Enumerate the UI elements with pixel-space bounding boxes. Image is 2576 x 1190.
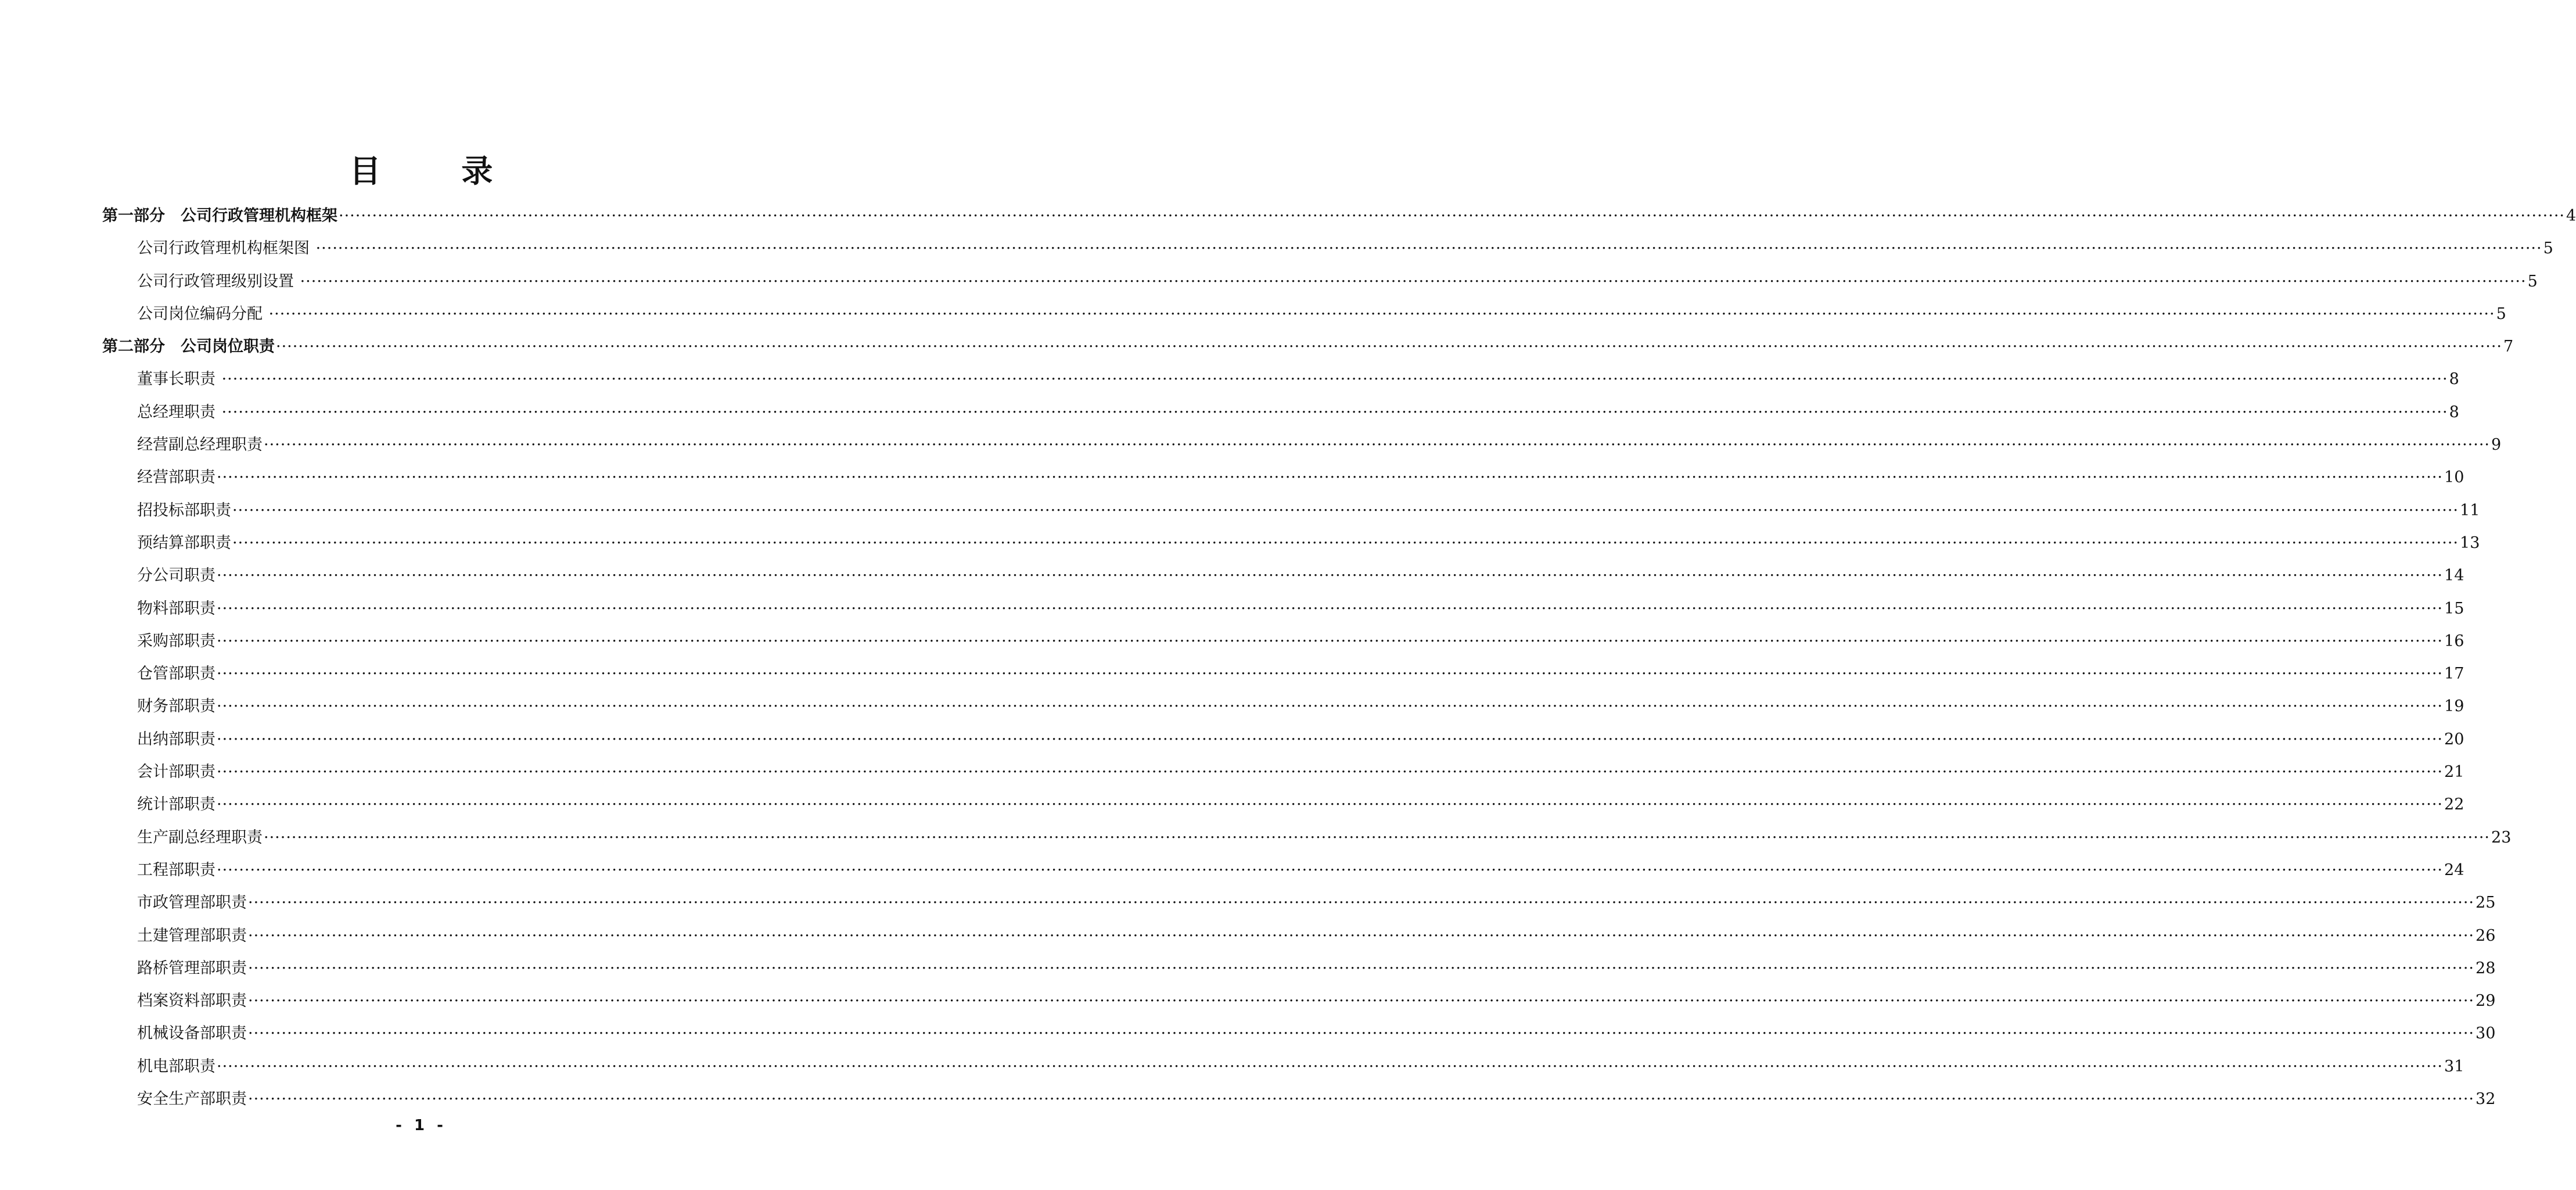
toc-page-number: 9 [2491, 436, 2502, 454]
toc-dot-leader: ················································································································································································································································································································································································································ [217, 730, 2444, 748]
toc-dot-leader: ················································································································································································································································································································································································································ [217, 665, 2444, 683]
toc-entry[interactable] [102, 298, 2506, 331]
toc-dot-leader: ················································································································································································································································································································································································································ [248, 926, 2475, 945]
toc-dot-leader: ················································································································································································································································································································································································································ [339, 207, 2566, 225]
toc-dot-leader: ················································································································································································································································································································································································································ [217, 763, 2444, 782]
toc-dot-leader: ················································································································································································································································································································································································································ [248, 959, 2475, 977]
toc-entry-title: 总经理职责 [137, 403, 221, 421]
toc-entry[interactable] [102, 1083, 2496, 1116]
toc-entry[interactable] [102, 1051, 2464, 1083]
toc-entry[interactable] [102, 952, 2496, 985]
toc-entry-title: 预结算部职责 [137, 533, 231, 552]
page-number: - 1 - [396, 1117, 447, 1134]
toc-page-number: 8 [2449, 370, 2459, 389]
toc-entry[interactable] [102, 396, 2459, 429]
toc-entry-title: 出纳部职责 [137, 730, 215, 748]
toc-entry[interactable] [102, 429, 2502, 461]
toc-entry[interactable] [102, 494, 2480, 527]
toc-entry-title: 公司行政管理机构框架图 [137, 239, 315, 258]
toc-entry[interactable] [102, 658, 2464, 690]
toc-page-number: 11 [2460, 501, 2480, 519]
toc-entry-title: 土建管理部职责 [137, 926, 247, 945]
toc-entry-title: 财务部职责 [137, 697, 215, 716]
toc-dot-leader: ················································································································································································································································································································································································································ [217, 567, 2444, 585]
toc-dot-leader: ················································································································································································································································································································································································································ [264, 436, 2491, 454]
toc-entry-title: 经营副总经理职责 [137, 436, 263, 454]
toc-entry-title: 仓管部职责 [137, 665, 215, 683]
toc-entry[interactable] [102, 232, 2553, 265]
toc-entry[interactable] [102, 266, 2538, 298]
toc-entry[interactable] [102, 887, 2496, 919]
toc-entry-title: 公司行政管理级别设置 [137, 272, 299, 291]
toc-dot-leader: ················································································································································································································································································································································································································ [217, 861, 2444, 879]
table-of-contents [102, 200, 2576, 1116]
toc-page-number: 25 [2476, 894, 2496, 912]
toc-dot-leader: ················································································································································································································································································································································································································ [232, 533, 2459, 552]
toc-entry-title: 统计部职责 [137, 795, 215, 814]
toc-page-number: 15 [2444, 599, 2464, 618]
toc-dot-leader: ················································································································································································································································································································································································································ [217, 1057, 2444, 1076]
toc-entry[interactable] [102, 527, 2480, 560]
toc-page-number: 22 [2444, 795, 2464, 814]
toc-entry[interactable] [102, 690, 2464, 723]
toc-page-number: 10 [2444, 468, 2464, 487]
toc-page-number: 5 [2543, 239, 2553, 258]
toc-entry[interactable] [102, 593, 2464, 625]
toc-entry[interactable] [102, 363, 2459, 396]
toc-entry[interactable] [102, 461, 2464, 494]
toc-dot-leader: ················································································································································································································································································································································································································ [221, 403, 2448, 421]
toc-entry[interactable] [102, 985, 2496, 1017]
toc-page-number: 5 [2527, 272, 2538, 291]
toc-entry-title: 物料部职责 [137, 599, 215, 618]
toc-entry-title: 经营部职责 [137, 468, 215, 487]
toc-page-number: 14 [2444, 567, 2464, 585]
toc-dot-leader: ················································································································································································································································································································································································································ [217, 697, 2444, 716]
toc-entry[interactable] [102, 560, 2464, 592]
toc-dot-leader: ················································································································································································································································································································································································································ [232, 501, 2459, 519]
toc-entry-title: 分公司职责 [137, 567, 215, 585]
toc-entry-title: 路桥管理部职责 [137, 959, 247, 977]
toc-dot-leader: ················································································································································································································································································································································································································ [217, 468, 2444, 487]
toc-page-number: 19 [2444, 697, 2464, 716]
toc-entry-title: 会计部职责 [137, 763, 215, 782]
toc-dot-leader: ················································································································································································································································································································································································································ [248, 992, 2475, 1010]
toc-page-number: 32 [2476, 1090, 2496, 1109]
toc-entry[interactable] [102, 723, 2464, 756]
page-title: 目 录 [349, 153, 528, 189]
toc-page-number: 23 [2491, 828, 2512, 847]
toc-entry-title: 工程部职责 [137, 861, 215, 879]
toc-dot-leader: ················································································································································································································································································································································································································ [248, 1024, 2475, 1043]
toc-entry-title: 机电部职责 [137, 1057, 215, 1076]
toc-page-number: 8 [2449, 403, 2459, 421]
toc-page-number: 24 [2444, 861, 2464, 879]
toc-page-number: 17 [2444, 665, 2464, 683]
toc-dot-leader: ················································································································································································································································································································································································································ [221, 370, 2448, 389]
toc-dot-leader: ················································································································································································································································································································································································································ [276, 338, 2503, 356]
toc-entry-title: 董事长职责 [137, 370, 221, 389]
toc-entry-title: 第一部分 公司行政管理机构框架 [102, 207, 337, 225]
toc-dot-leader: ················································································································································································································································································································································································································ [217, 795, 2444, 814]
toc-entry-title: 市政管理部职责 [137, 894, 247, 912]
toc-entry[interactable] [102, 625, 2464, 658]
toc-entry-title: 公司岗位编码分配 [137, 304, 268, 323]
toc-entry-title: 机械设备部职责 [137, 1024, 247, 1043]
toc-page-number: 4 [2566, 207, 2576, 225]
toc-page-number: 30 [2476, 1024, 2496, 1043]
toc-entry[interactable] [102, 920, 2496, 952]
toc-page-number: 21 [2444, 763, 2464, 782]
toc-dot-leader: ················································································································································································································································································································································································································ [300, 272, 2527, 291]
toc-dot-leader: ················································································································································································································································································································································································································ [217, 599, 2444, 618]
toc-entry[interactable] [102, 822, 2512, 854]
toc-entry-title: 采购部职责 [137, 632, 215, 650]
toc-entry-title: 第二部分 公司岗位职责 [102, 338, 275, 356]
toc-page-number: 16 [2444, 632, 2464, 650]
toc-page-number: 26 [2476, 926, 2496, 945]
toc-dot-leader: ················································································································································································································································································································································································································ [248, 894, 2475, 912]
toc-dot-leader: ················································································································································································································································································································································································································ [315, 239, 2542, 258]
toc-entry-title: 招投标部职责 [137, 501, 231, 519]
toc-entry-title: 安全生产部职责 [137, 1090, 247, 1109]
toc-entry[interactable] [102, 1017, 2496, 1050]
toc-dot-leader: ················································································································································································································································································································································································································ [268, 304, 2495, 323]
toc-page-number: 31 [2444, 1057, 2464, 1076]
toc-part-heading[interactable] [102, 200, 2576, 232]
toc-page-number: 28 [2476, 959, 2496, 977]
toc-page-number: 5 [2496, 304, 2506, 323]
toc-page-number: 20 [2444, 730, 2464, 748]
toc-entry[interactable] [102, 756, 2464, 788]
toc-dot-leader: ················································································································································································································································································································································································································ [217, 632, 2444, 650]
toc-page-number: 7 [2503, 338, 2514, 356]
toc-entry-title: 生产副总经理职责 [137, 828, 263, 847]
toc-part-heading[interactable] [102, 331, 2514, 363]
toc-dot-leader: ················································································································································································································································································································································································································ [264, 828, 2491, 847]
toc-entry[interactable] [102, 854, 2464, 887]
toc-entry[interactable] [102, 788, 2464, 821]
toc-page-number: 13 [2460, 533, 2480, 552]
toc-page-number: 29 [2476, 992, 2496, 1010]
toc-dot-leader: ················································································································································································································································································································································································································ [248, 1090, 2475, 1109]
toc-entry-title: 档案资料部职责 [137, 992, 247, 1010]
